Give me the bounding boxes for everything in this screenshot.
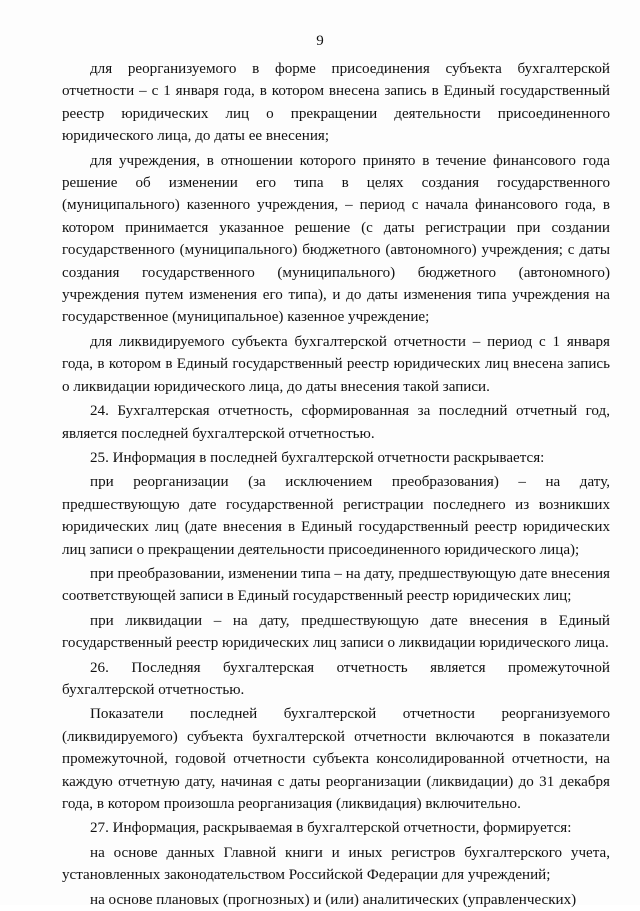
paragraph: 27. Информация, раскрываемая в бухгалтерской отчетности, формируется: xyxy=(90,820,572,837)
paragraph: для учреждения, в отношении которого принято в течение финансового года решение об изменении его типа в целях создания государственного (муниципального) казенного учреждения, – период с начала финансового года, в котором принимается указанное решение (с даты регистрации при создании государственного (муниципального) бюджетного (автономного) учреждения; с даты создания государственного (муниципального) бюджетного (автономного) учреждения путем изменения его типа), и до даты изменения типа учреждения на государственное (муниципальное) казенное учреждение; xyxy=(62,152,610,326)
page-number: 9 xyxy=(316,33,324,49)
paragraph: на основе данных Главной книги и иных регистров бухгалтерского учета, установленных законодательством Российской Федерации для учреждений; xyxy=(62,844,610,884)
paragraph: Показатели последней бухгалтерской отчетности реорганизуемого (ликвидируемого) субъекта бухгалтерской отчетности включаются в показатели промежуточной, годовой отчетности субъекта консолидированной отчетности, на каждую отчетную дату, начиная с даты реорганизации (ликвидации) до 31 декабря года, в котором произошла реорганизация (ликвидация) включительно. xyxy=(62,706,610,812)
paragraph: для реорганизуемого в форме присоединения субъекта бухгалтерской отчетности – с 1 января года, в котором внесена запись в Единый государственный реестр юридических лиц о прекращении деятельности присоединенного юридического лица, до даты ее внесения; xyxy=(62,61,610,145)
paragraph: при преобразовании, изменении типа – на дату, предшествующую дате внесения соответствующей записи в Единый государственный реестр юридических лиц; xyxy=(62,565,610,605)
paragraph: при реорганизации (за исключением преобразования) – на дату, предшествующую дате государственной регистрации последнего из возникших юридических лиц (дате внесения в Единый государственный реестр юридических лиц записи о прекращении деятельности присоединенного юридического лица); xyxy=(62,474,610,558)
paragraph: при ликвидации – на дату, предшествующую дате внесения в Единый государственный реестр юридических лиц записи о ликвидации юридического лица. xyxy=(62,612,610,652)
paragraph: 25. Информация в последней бухгалтерской отчетности раскрывается: xyxy=(90,449,545,466)
paragraph: 26. Последняя бухгалтерская отчетность является промежуточной бухгалтерской отчетностью. xyxy=(62,659,610,698)
document-body xyxy=(62,58,610,911)
paragraph: на основе плановых (прогнозных) и (или) аналитических (управленческих) xyxy=(90,891,577,908)
paragraph: 24. Бухгалтерская отчетность, сформированная за последний отчетный год, является последней бухгалтерской отчетностью. xyxy=(62,403,610,442)
paragraph: для ликвидируемого субъекта бухгалтерской отчетности – период с 1 января года, в котором в Единый государственный реестр юридических лиц внесена запись о ликвидации юридического лица, до даты внесения такой записи. xyxy=(62,333,610,395)
